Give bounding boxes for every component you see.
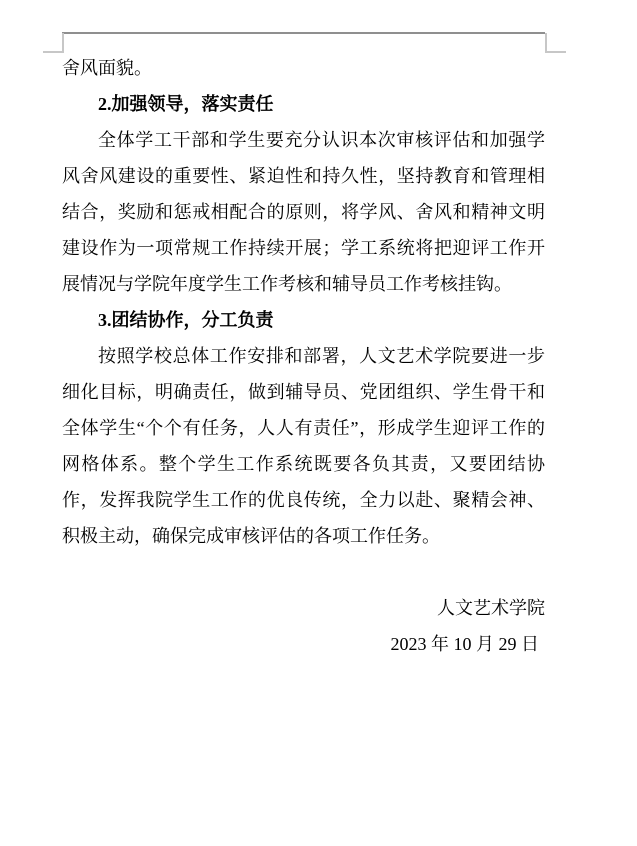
page-top-boundary-line (62, 32, 545, 34)
paragraph-continuation: 舍风面貌。 (62, 58, 152, 78)
section-heading-3: 3.团结协作，分工负责 (98, 310, 274, 330)
section-heading-2: 2.加强领导，落实责任 (98, 94, 274, 114)
paragraph-section-3-body: 按照学校总体工作安排和部署，人文艺术学院要进一步细化目标，明确责任，做到辅导员、党团组织、学生骨干和全体学生“个个有任务，人人有责任”，形成学生迎评工作的网格体系。整个学生工作系统既要各负其责，又要团结协作，发挥我院学生工作的优良传统，全力以赴、聚精会神、积极主动，确保完成审核评估的各项工作任务。 (62, 346, 545, 546)
signature-date: 2023 年 10 月 29 日 (390, 634, 539, 654)
signature-block (62, 590, 545, 662)
margin-corner-mark-right (545, 33, 566, 53)
paragraph-section-2-body: 全体学工干部和学生要充分认识本次审核评估和加强学风舍风建设的重要性、紧迫性和持久性，坚持教育和管理相结合，奖励和惩戒相配合的原则，将学风、舍风和精神文明建设作为一项常规工作持续开展；学工系统将把迎评工作开展情况与学院年度学生工作考核和辅导员工作考核挂钩。 (62, 130, 545, 294)
document-text-area (62, 50, 545, 662)
signature-organization: 人文艺术学院 (437, 598, 545, 618)
margin-corner-mark-left (43, 33, 64, 53)
